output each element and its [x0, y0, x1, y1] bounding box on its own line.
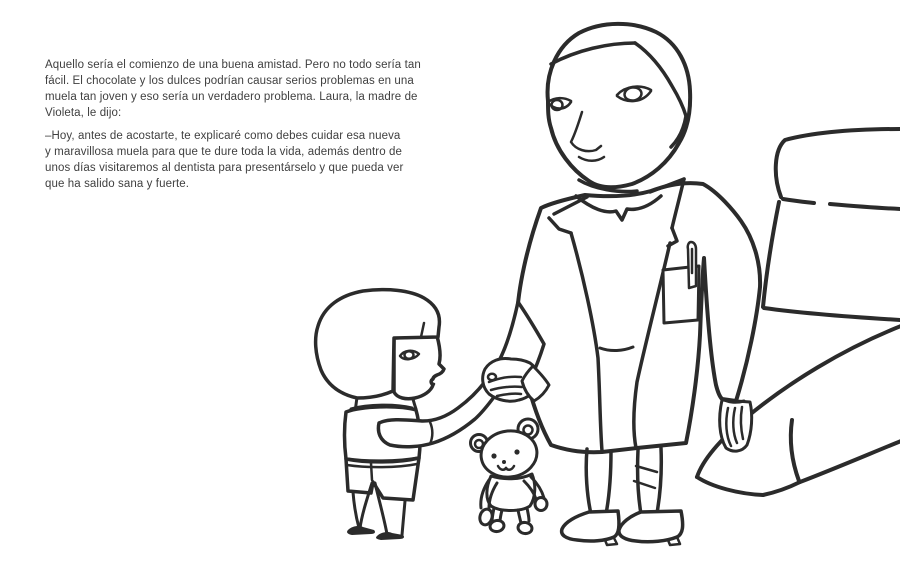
dentist-right-hand — [720, 398, 752, 451]
text-line: que ha salido sana y fuerte. — [45, 178, 190, 190]
text-line: Violeta, le dijo: — [45, 107, 122, 119]
dentist-shoes — [562, 511, 683, 545]
text-line: –Hoy, antes de acostarte, te explicaré como debes cuidar esa nueva — [45, 130, 401, 142]
text-line: Aquello sería el comienzo de una buena amistad. Pero no todo sería tan — [45, 59, 421, 71]
chair-backrest — [763, 202, 900, 320]
text-line: unos días visitaremos al dentista para presentárselo y que pueda ver — [45, 162, 404, 174]
pen-in-pocket — [688, 242, 696, 288]
chair-headrest — [776, 129, 900, 209]
teddy-bear — [471, 419, 548, 535]
text-line: fácil. El chocolate y los dulces podrían causar serios problemas en una — [45, 75, 414, 87]
child-face — [394, 336, 444, 399]
dentist — [517, 24, 760, 545]
text-line: y maravillosa muela para que te dure toda la vida, además dentro de — [45, 146, 403, 158]
dentist-head — [548, 24, 691, 187]
text-line: muela tan joven y eso sería un verdadero problema. Laura, la madre de — [45, 91, 418, 103]
dentist-trousers — [586, 448, 661, 514]
child-shoes — [347, 526, 404, 540]
child-shorts — [346, 458, 419, 500]
bear-body — [487, 474, 535, 511]
child — [316, 290, 497, 540]
